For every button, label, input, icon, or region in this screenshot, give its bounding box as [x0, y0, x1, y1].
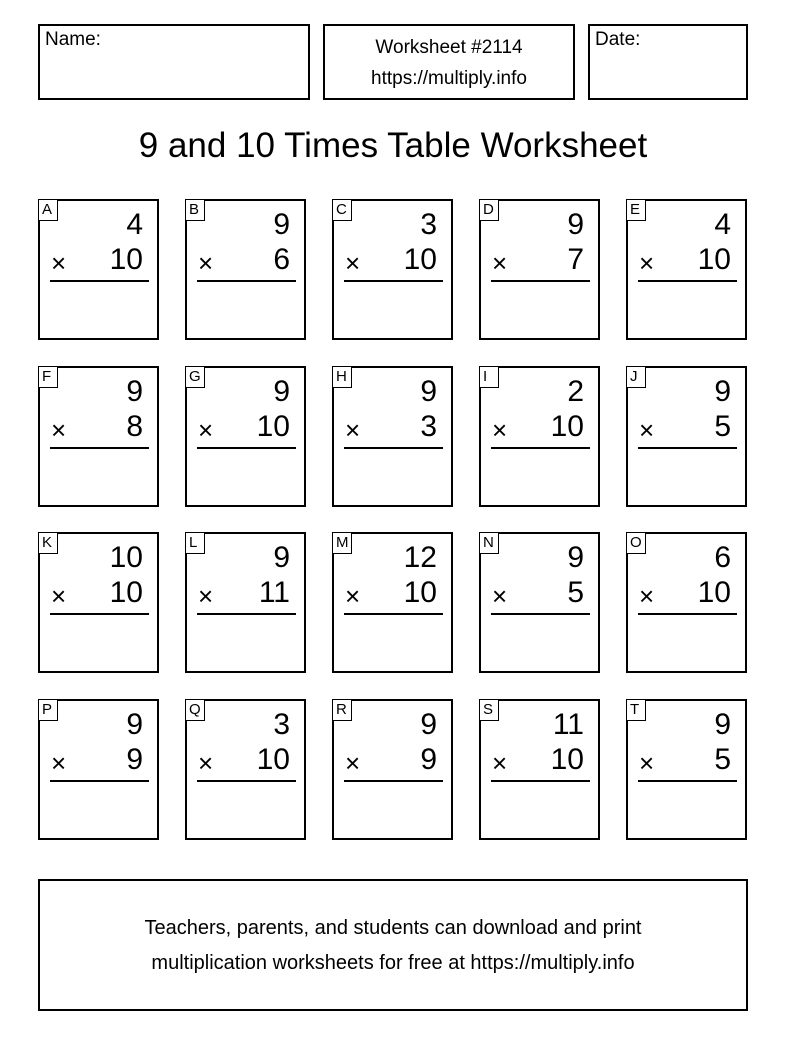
times-sign: ×: [639, 248, 655, 278]
answer-line: [197, 613, 296, 615]
problem-j[interactable]: [626, 366, 747, 507]
date-label: Date:: [595, 29, 641, 50]
times-sign: ×: [51, 748, 67, 778]
times-sign: ×: [198, 248, 214, 278]
answer-line: [50, 280, 149, 282]
problem-h[interactable]: [332, 366, 453, 507]
worksheet-number: Worksheet #2114: [375, 37, 523, 58]
answer-line: [197, 780, 296, 782]
times-sign: ×: [492, 248, 508, 278]
multiplier: 9: [420, 743, 437, 776]
multiplicand: 10: [109, 541, 143, 574]
answer-line: [491, 613, 590, 615]
problem-letter: O: [626, 532, 646, 554]
multiplier: 10: [697, 576, 731, 609]
name-field-box[interactable]: [38, 24, 310, 100]
problem-letter: A: [38, 199, 58, 221]
problem-letter: R: [332, 699, 352, 721]
problem-letter: G: [185, 366, 205, 388]
problem-letter: P: [38, 699, 58, 721]
multiplicand: 4: [126, 208, 143, 241]
multiplier: 3: [420, 410, 437, 443]
times-sign: ×: [492, 748, 508, 778]
times-sign: ×: [492, 415, 508, 445]
problem-a[interactable]: [38, 199, 159, 340]
multiplicand: 4: [714, 208, 731, 241]
problem-q[interactable]: [185, 699, 306, 840]
problem-letter: Q: [185, 699, 205, 721]
multiplier: 5: [714, 410, 731, 443]
multiplicand: 3: [273, 708, 290, 741]
problem-letter: K: [38, 532, 58, 554]
multiplicand: 2: [567, 375, 584, 408]
answer-line: [491, 447, 590, 449]
multiplier: 10: [109, 243, 143, 276]
problem-p[interactable]: [38, 699, 159, 840]
problem-d[interactable]: [479, 199, 600, 340]
answer-line: [344, 447, 443, 449]
multiplicand: 12: [403, 541, 437, 574]
footer-line-1: Teachers, parents, and students can download and print: [144, 917, 642, 939]
times-sign: ×: [345, 581, 361, 611]
problem-l[interactable]: [185, 532, 306, 673]
problem-letter: J: [626, 366, 646, 388]
problem-k[interactable]: [38, 532, 159, 673]
times-sign: ×: [639, 581, 655, 611]
multiplicand: 9: [567, 541, 584, 574]
multiplier: 9: [126, 743, 143, 776]
problem-letter: C: [332, 199, 352, 221]
problem-s[interactable]: [479, 699, 600, 840]
answer-line: [50, 780, 149, 782]
problem-m[interactable]: [332, 532, 453, 673]
answer-line: [197, 447, 296, 449]
multiplier: 10: [109, 576, 143, 609]
multiplicand: 9: [126, 375, 143, 408]
problem-f[interactable]: [38, 366, 159, 507]
problem-e[interactable]: [626, 199, 747, 340]
multiplicand: 9: [126, 708, 143, 741]
times-sign: ×: [639, 415, 655, 445]
times-sign: ×: [198, 415, 214, 445]
problem-letter: I: [479, 366, 499, 388]
problem-r[interactable]: [332, 699, 453, 840]
problem-c[interactable]: [332, 199, 453, 340]
times-sign: ×: [198, 748, 214, 778]
answer-line: [638, 780, 737, 782]
answer-line: [344, 280, 443, 282]
multiplier: 10: [403, 576, 437, 609]
worksheet-info-box: [323, 24, 575, 100]
footer-line-2: multiplication worksheets for free at https://multiply.info: [151, 952, 635, 974]
problem-t[interactable]: [626, 699, 747, 840]
times-sign: ×: [345, 415, 361, 445]
times-sign: ×: [51, 415, 67, 445]
problem-g[interactable]: [185, 366, 306, 507]
problem-n[interactable]: [479, 532, 600, 673]
footer-box: [38, 879, 748, 1011]
problem-letter: F: [38, 366, 58, 388]
multiplier: 10: [256, 410, 290, 443]
multiplier: 10: [550, 743, 584, 776]
times-sign: ×: [198, 581, 214, 611]
worksheet-url: https://multiply.info: [371, 68, 527, 89]
multiplicand: 9: [273, 375, 290, 408]
answer-line: [638, 613, 737, 615]
multiplicand: 9: [273, 541, 290, 574]
answer-line: [197, 280, 296, 282]
problem-letter: T: [626, 699, 646, 721]
problem-letter: D: [479, 199, 499, 221]
answer-line: [638, 447, 737, 449]
times-sign: ×: [345, 248, 361, 278]
times-sign: ×: [639, 748, 655, 778]
problem-letter: H: [332, 366, 352, 388]
multiplicand: 3: [420, 208, 437, 241]
problem-letter: N: [479, 532, 499, 554]
problem-letter: L: [185, 532, 205, 554]
answer-line: [638, 280, 737, 282]
multiplier: 11: [258, 576, 290, 609]
name-label: Name:: [45, 29, 101, 50]
answer-line: [50, 613, 149, 615]
multiplier: 10: [697, 243, 731, 276]
answer-line: [491, 780, 590, 782]
problem-o[interactable]: [626, 532, 747, 673]
multiplicand: 9: [420, 708, 437, 741]
answer-line: [344, 613, 443, 615]
multiplicand: 9: [567, 208, 584, 241]
multiplicand: 6: [714, 541, 731, 574]
multiplier: 7: [567, 243, 584, 276]
multiplier: 8: [126, 410, 143, 443]
multiplicand: 11: [552, 708, 584, 741]
multiplier: 10: [550, 410, 584, 443]
answer-line: [50, 447, 149, 449]
multiplier: 5: [714, 743, 731, 776]
multiplier: 10: [403, 243, 437, 276]
multiplicand: 9: [714, 708, 731, 741]
problem-letter: B: [185, 199, 205, 221]
times-sign: ×: [345, 748, 361, 778]
problem-letter: S: [479, 699, 499, 721]
multiplier: 10: [256, 743, 290, 776]
times-sign: ×: [51, 248, 67, 278]
date-field-box[interactable]: [588, 24, 748, 100]
multiplier: 6: [273, 243, 290, 276]
multiplicand: 9: [420, 375, 437, 408]
multiplicand: 9: [714, 375, 731, 408]
problem-b[interactable]: [185, 199, 306, 340]
multiplicand: 9: [273, 208, 290, 241]
problem-letter: M: [332, 532, 352, 554]
times-sign: ×: [492, 581, 508, 611]
answer-line: [344, 780, 443, 782]
multiplier: 5: [567, 576, 584, 609]
answer-line: [491, 280, 590, 282]
problem-letter: E: [626, 199, 646, 221]
times-sign: ×: [51, 581, 67, 611]
page-title: 9 and 10 Times Table Worksheet: [138, 126, 648, 165]
problem-i[interactable]: [479, 366, 600, 507]
